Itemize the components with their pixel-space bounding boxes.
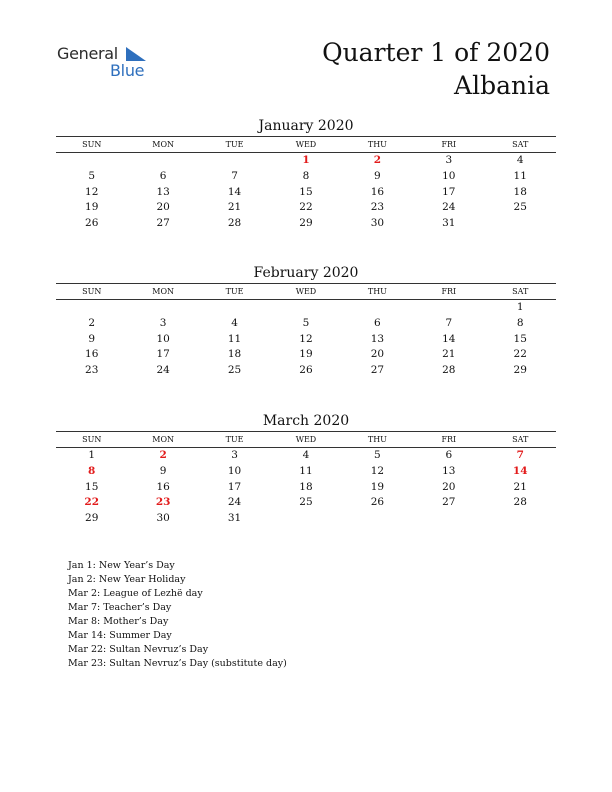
week-row (56, 185, 556, 201)
day-cell: 3 (231, 449, 238, 461)
day-cell (270, 300, 341, 316)
holiday-item: Jan 1: New Year’s Day (68, 560, 175, 571)
day-cell: 18 (513, 185, 527, 198)
week-row (56, 464, 556, 480)
day-cell: 22 (84, 496, 100, 509)
day-cell: 4 (516, 154, 524, 166)
holiday-list (68, 559, 287, 671)
day-cell: 23 (155, 496, 171, 509)
day-cell: 16 (370, 185, 385, 198)
week-row (56, 332, 556, 348)
day-cell: 16 (156, 480, 170, 493)
holiday-item: Mar 8: Mother’s Day (68, 616, 169, 627)
day-cell: 9 (374, 169, 381, 182)
day-cell: 1 (302, 154, 310, 166)
day-header-row (56, 136, 556, 153)
day-cell: 17 (442, 185, 456, 198)
day-cell: 7 (231, 169, 238, 182)
day-cell: 25 (299, 496, 313, 509)
week-row (56, 448, 556, 464)
week-row (56, 347, 556, 363)
day-header: SAT (512, 287, 529, 296)
day-cell: 10 (442, 169, 456, 182)
day-cell: 1 (88, 449, 96, 461)
day-header: WED (295, 140, 317, 149)
day-cell: 8 (88, 464, 96, 477)
day-header: WED (295, 435, 317, 444)
day-cell: 10 (156, 332, 170, 345)
day-cell (199, 300, 270, 316)
day-cell (485, 216, 556, 232)
day-cell: 28 (227, 217, 242, 230)
title-quarter: Quarter 1 of 2020 (322, 38, 550, 67)
week-row (56, 363, 556, 379)
day-cell: 18 (299, 480, 313, 493)
day-cell: 17 (227, 480, 242, 493)
logo (57, 44, 177, 84)
day-cell: 7 (516, 449, 524, 461)
day-cell: 13 (370, 332, 385, 345)
day-header: SAT (512, 140, 529, 149)
day-cell: 5 (302, 316, 310, 329)
day-cell: 14 (227, 185, 242, 198)
day-cell: 26 (299, 364, 313, 377)
day-header-row (56, 431, 556, 448)
day-cell (342, 300, 413, 316)
day-cell: 5 (374, 449, 381, 461)
day-cell: 2 (373, 154, 382, 166)
day-header: SAT (512, 435, 529, 444)
holiday-item: Mar 2: League of Lezhë day (68, 588, 203, 599)
title-country: Albania (454, 71, 550, 100)
day-cell: 13 (156, 185, 170, 198)
day-header: TUE (225, 140, 244, 149)
day-cell: 23 (85, 364, 99, 377)
day-header: WED (295, 287, 317, 296)
week-row (56, 169, 556, 185)
day-cell: 29 (85, 512, 99, 525)
day-cell: 30 (370, 217, 385, 230)
day-cell: 10 (227, 464, 242, 477)
day-header: TUE (225, 287, 244, 296)
day-cell (270, 511, 341, 527)
day-cell: 27 (156, 217, 170, 230)
day-cell: 20 (442, 480, 456, 493)
day-cell: 19 (370, 480, 385, 493)
day-cell: 15 (513, 332, 527, 345)
day-cell: 6 (159, 169, 167, 182)
day-cell: 29 (513, 364, 527, 377)
day-header: SUN (82, 140, 102, 149)
day-cell: 2 (88, 316, 96, 329)
day-cell: 11 (227, 332, 242, 345)
day-cell: 15 (85, 480, 99, 493)
day-header: FRI (441, 435, 457, 444)
day-cell: 22 (513, 348, 527, 361)
day-header: SUN (82, 287, 102, 296)
day-cell: 28 (442, 364, 456, 377)
day-cell (485, 511, 556, 527)
day-cell: 21 (442, 348, 456, 361)
logo-blue-text: Blue (110, 61, 145, 80)
day-header: THU (367, 287, 387, 296)
day-cell: 11 (299, 464, 313, 477)
day-header: THU (367, 435, 387, 444)
month-february (56, 263, 556, 379)
day-cell: 30 (156, 512, 170, 525)
day-cell: 28 (513, 496, 527, 509)
day-cell: 13 (442, 464, 456, 477)
page-title (322, 36, 550, 102)
logo-triangle-icon (126, 47, 146, 61)
day-header: MON (152, 435, 174, 444)
day-cell: 14 (442, 332, 456, 345)
day-cell: 2 (159, 449, 167, 461)
day-cell (199, 153, 270, 169)
day-cell: 8 (302, 169, 310, 182)
day-cell: 6 (445, 449, 453, 461)
day-cell: 4 (231, 316, 238, 329)
day-cell: 11 (513, 169, 527, 182)
month-title: January 2020 (258, 118, 354, 134)
day-header: THU (367, 140, 387, 149)
day-cell: 12 (299, 332, 313, 345)
week-row (56, 316, 556, 332)
day-cell: 14 (512, 464, 528, 477)
day-cell: 20 (370, 348, 385, 361)
day-cell: 12 (370, 464, 385, 477)
day-cell: 24 (442, 201, 456, 214)
day-cell: 4 (302, 449, 310, 461)
month-january (56, 116, 556, 232)
day-cell: 26 (85, 217, 99, 230)
day-cell: 22 (299, 201, 313, 214)
holiday-item: Mar 23: Sultan Nevruz’s Day (substitute day) (68, 658, 287, 669)
day-cell: 9 (88, 332, 96, 345)
day-cell: 16 (85, 348, 99, 361)
day-cell: 19 (85, 201, 99, 214)
day-cell: 23 (370, 201, 385, 214)
month-weeks (56, 153, 556, 232)
day-cell: 27 (370, 364, 385, 377)
day-header: FRI (441, 287, 457, 296)
day-cell (342, 511, 413, 527)
day-cell (127, 300, 198, 316)
day-header-row (56, 283, 556, 300)
month-march (56, 411, 556, 527)
day-cell: 19 (299, 348, 313, 361)
day-cell: 21 (513, 480, 527, 493)
holiday-item: Mar 22: Sultan Nevruz’s Day (68, 644, 209, 655)
day-header: FRI (441, 140, 457, 149)
day-cell: 20 (156, 201, 170, 214)
day-header: MON (152, 140, 174, 149)
day-cell: 26 (370, 496, 385, 509)
day-cell: 3 (445, 154, 453, 166)
day-cell (413, 300, 484, 316)
week-row (56, 216, 556, 232)
day-cell (56, 153, 127, 169)
day-cell: 18 (227, 348, 242, 361)
day-header: SUN (82, 435, 102, 444)
day-cell: 8 (516, 316, 524, 329)
day-cell: 24 (227, 496, 242, 509)
day-cell: 6 (374, 316, 381, 329)
day-cell: 25 (227, 364, 242, 377)
day-cell: 9 (159, 464, 167, 477)
day-header: TUE (225, 435, 244, 444)
holiday-item: Jan 2: New Year Holiday (68, 574, 186, 585)
month-weeks (56, 448, 556, 527)
day-cell: 12 (85, 185, 99, 198)
logo-general-text: General (57, 44, 118, 63)
day-cell: 31 (227, 512, 242, 525)
day-cell: 31 (442, 217, 456, 230)
week-row (56, 200, 556, 216)
day-cell (56, 300, 127, 316)
day-cell: 15 (299, 185, 313, 198)
month-title: February 2020 (253, 265, 359, 281)
day-cell: 29 (299, 217, 313, 230)
month-title: March 2020 (262, 413, 350, 429)
day-cell: 27 (442, 496, 456, 509)
week-row (56, 511, 556, 527)
day-cell: 5 (88, 169, 96, 182)
day-cell: 3 (159, 316, 167, 329)
holiday-item: Mar 14: Summer Day (68, 630, 172, 641)
day-cell: 7 (445, 316, 453, 329)
week-row (56, 153, 556, 169)
week-row (56, 480, 556, 496)
day-cell: 1 (516, 301, 524, 313)
day-cell: 21 (227, 201, 242, 214)
month-weeks (56, 300, 556, 379)
week-row (56, 300, 556, 316)
day-cell: 17 (156, 348, 170, 361)
week-row (56, 495, 556, 511)
day-cell: 24 (156, 364, 170, 377)
day-cell (127, 153, 198, 169)
holiday-item: Mar 7: Teacher’s Day (68, 602, 172, 613)
day-header: MON (152, 287, 174, 296)
day-cell (413, 511, 484, 527)
day-cell: 25 (513, 201, 527, 214)
